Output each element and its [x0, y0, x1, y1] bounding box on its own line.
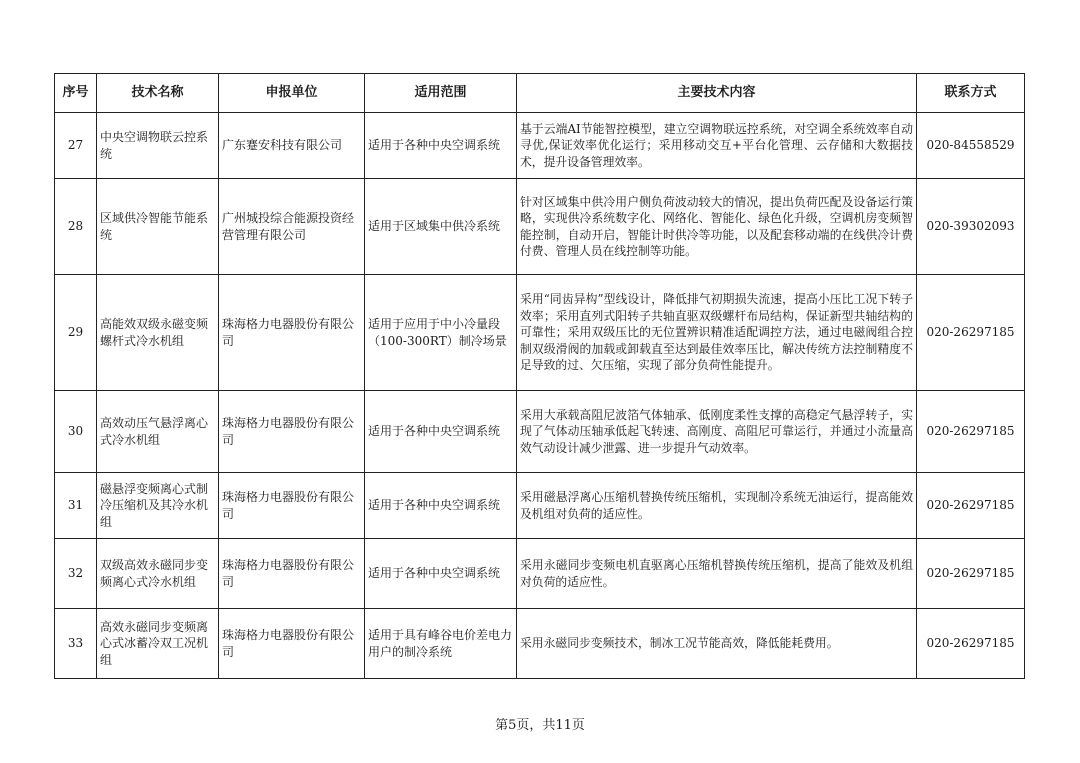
- header-contact: 联系方式: [917, 74, 1025, 113]
- row-number: 31: [55, 473, 97, 539]
- tech-name: 高效永磁同步变频离心式冰蓄冷双工况机组: [97, 609, 219, 679]
- row-number: 28: [55, 179, 97, 275]
- header-org: 申报单位: [219, 74, 365, 113]
- applicant-org: 广东蹇安科技有限公司: [219, 113, 365, 179]
- tech-name: 高能效双级永磁变频螺杆式冷水机组: [97, 275, 219, 391]
- applicant-org: 珠海格力电器股份有限公司: [219, 391, 365, 473]
- tech-name: 高效动压气悬浮离心式冷水机组: [97, 391, 219, 473]
- row-number: 30: [55, 391, 97, 473]
- contact: 020-84558529: [917, 113, 1025, 179]
- table-row: [55, 275, 1025, 391]
- scope: 适用于各种中央空调系统: [365, 113, 517, 179]
- contact: 020-26297185: [917, 473, 1025, 539]
- row-number: 33: [55, 609, 97, 679]
- table-row: [55, 179, 1025, 275]
- applicant-org: 广州城投综合能源投资经营管理有限公司: [219, 179, 365, 275]
- scope: 适用于区域集中供冷系统: [365, 179, 517, 275]
- scope: 适用于各种中央空调系统: [365, 391, 517, 473]
- contact: 020-26297185: [917, 391, 1025, 473]
- header-no: 序号: [55, 74, 97, 113]
- applicant-org: 珠海格力电器股份有限公司: [219, 473, 365, 539]
- page-footer: 第5页，共11页: [495, 718, 585, 733]
- header-name: 技术名称: [97, 74, 219, 113]
- row-number: 27: [55, 113, 97, 179]
- tech-name: 中央空调物联云控系统: [97, 113, 219, 179]
- row-number: 32: [55, 539, 97, 609]
- tech-content: 基于云端AI节能智控模型，建立空调物联远控系统，对空调全系统效率自动寻优,保证效率优化运行；采用移动交互+平台化管理、云存储和大数据技术，提升设备管理效率。: [517, 113, 917, 179]
- tech-content: 采用大承载高阻尼波箔气体轴承、低刚度柔性支撑的高稳定气悬浮转子，实现了气体动压轴承低起飞转速、高刚度、高阻尼可靠运行，并通过小流量高效气动设计减少泄露、进一步提升气动效率。: [517, 391, 917, 473]
- contact: 020-26297185: [917, 609, 1025, 679]
- table-row: [55, 473, 1025, 539]
- tech-name: 区域供冷智能节能系统: [97, 179, 219, 275]
- tech-table: [54, 73, 1025, 679]
- tech-content: 采用“同齿异构”型线设计，降低排气初期损失流速，提高小压比工况下转子效率；采用直列式阳转子共轴直驱双级螺杆布局结构，保证新型共轴结构的可靠性；采用双级压比的无位置辨识精准适配调控方法，通过电磁阀组合控制双级滑阀的加载或卸载直至达到最佳效率压比，解决传统方法控制精度不足导致的过、欠压缩，实现了部分负荷性能提升。: [517, 275, 917, 391]
- tech-name: 双级高效永磁同步变频离心式冷水机组: [97, 539, 219, 609]
- scope: 适用于具有峰谷电价差电力用户的制冷系统: [365, 609, 517, 679]
- tech-content: 采用永磁同步变频电机直驱离心压缩机替换传统压缩机，提高了能效及机组对负荷的适应性。: [517, 539, 917, 609]
- scope: 适用于各种中央空调系统: [365, 539, 517, 609]
- applicant-org: 珠海格力电器股份有限公司: [219, 609, 365, 679]
- header-row: [55, 74, 1025, 113]
- applicant-org: 珠海格力电器股份有限公司: [219, 539, 365, 609]
- table-row: [55, 391, 1025, 473]
- contact: 020-26297185: [917, 275, 1025, 391]
- table-row: [55, 539, 1025, 609]
- row-number: 29: [55, 275, 97, 391]
- tech-name: 磁悬浮变频离心式制冷压缩机及其冷水机组: [97, 473, 219, 539]
- tech-content: 采用永磁同步变频技术，制冰工况节能高效，降低能耗费用。: [517, 609, 917, 679]
- table-row: [55, 609, 1025, 679]
- tech-content: 针对区域集中供冷用户侧负荷波动较大的情况，提出负荷匹配及设备运行策略，实现供冷系统数字化、网络化、智能化、绿色化升级，空调机房变频智能控制，自动开启，智能计时供冷等功能，以及配套移动端的在线供冷计费付费、管理人员在线控制等功能。: [517, 179, 917, 275]
- header-scope: 适用范围: [365, 74, 517, 113]
- tech-content: 采用磁悬浮离心压缩机替换传统压缩机，实现制冷系统无油运行，提高能效及机组对负荷的适应性。: [517, 473, 917, 539]
- header-content: 主要技术内容: [517, 74, 917, 113]
- scope: 适用于各种中央空调系统: [365, 473, 517, 539]
- applicant-org: 珠海格力电器股份有限公司: [219, 275, 365, 391]
- contact: 020-26297185: [917, 539, 1025, 609]
- scope: 适用于应用于中小冷量段（100-300RT）制冷场景: [365, 275, 517, 391]
- contact: 020-39302093: [917, 179, 1025, 275]
- table-row: [55, 113, 1025, 179]
